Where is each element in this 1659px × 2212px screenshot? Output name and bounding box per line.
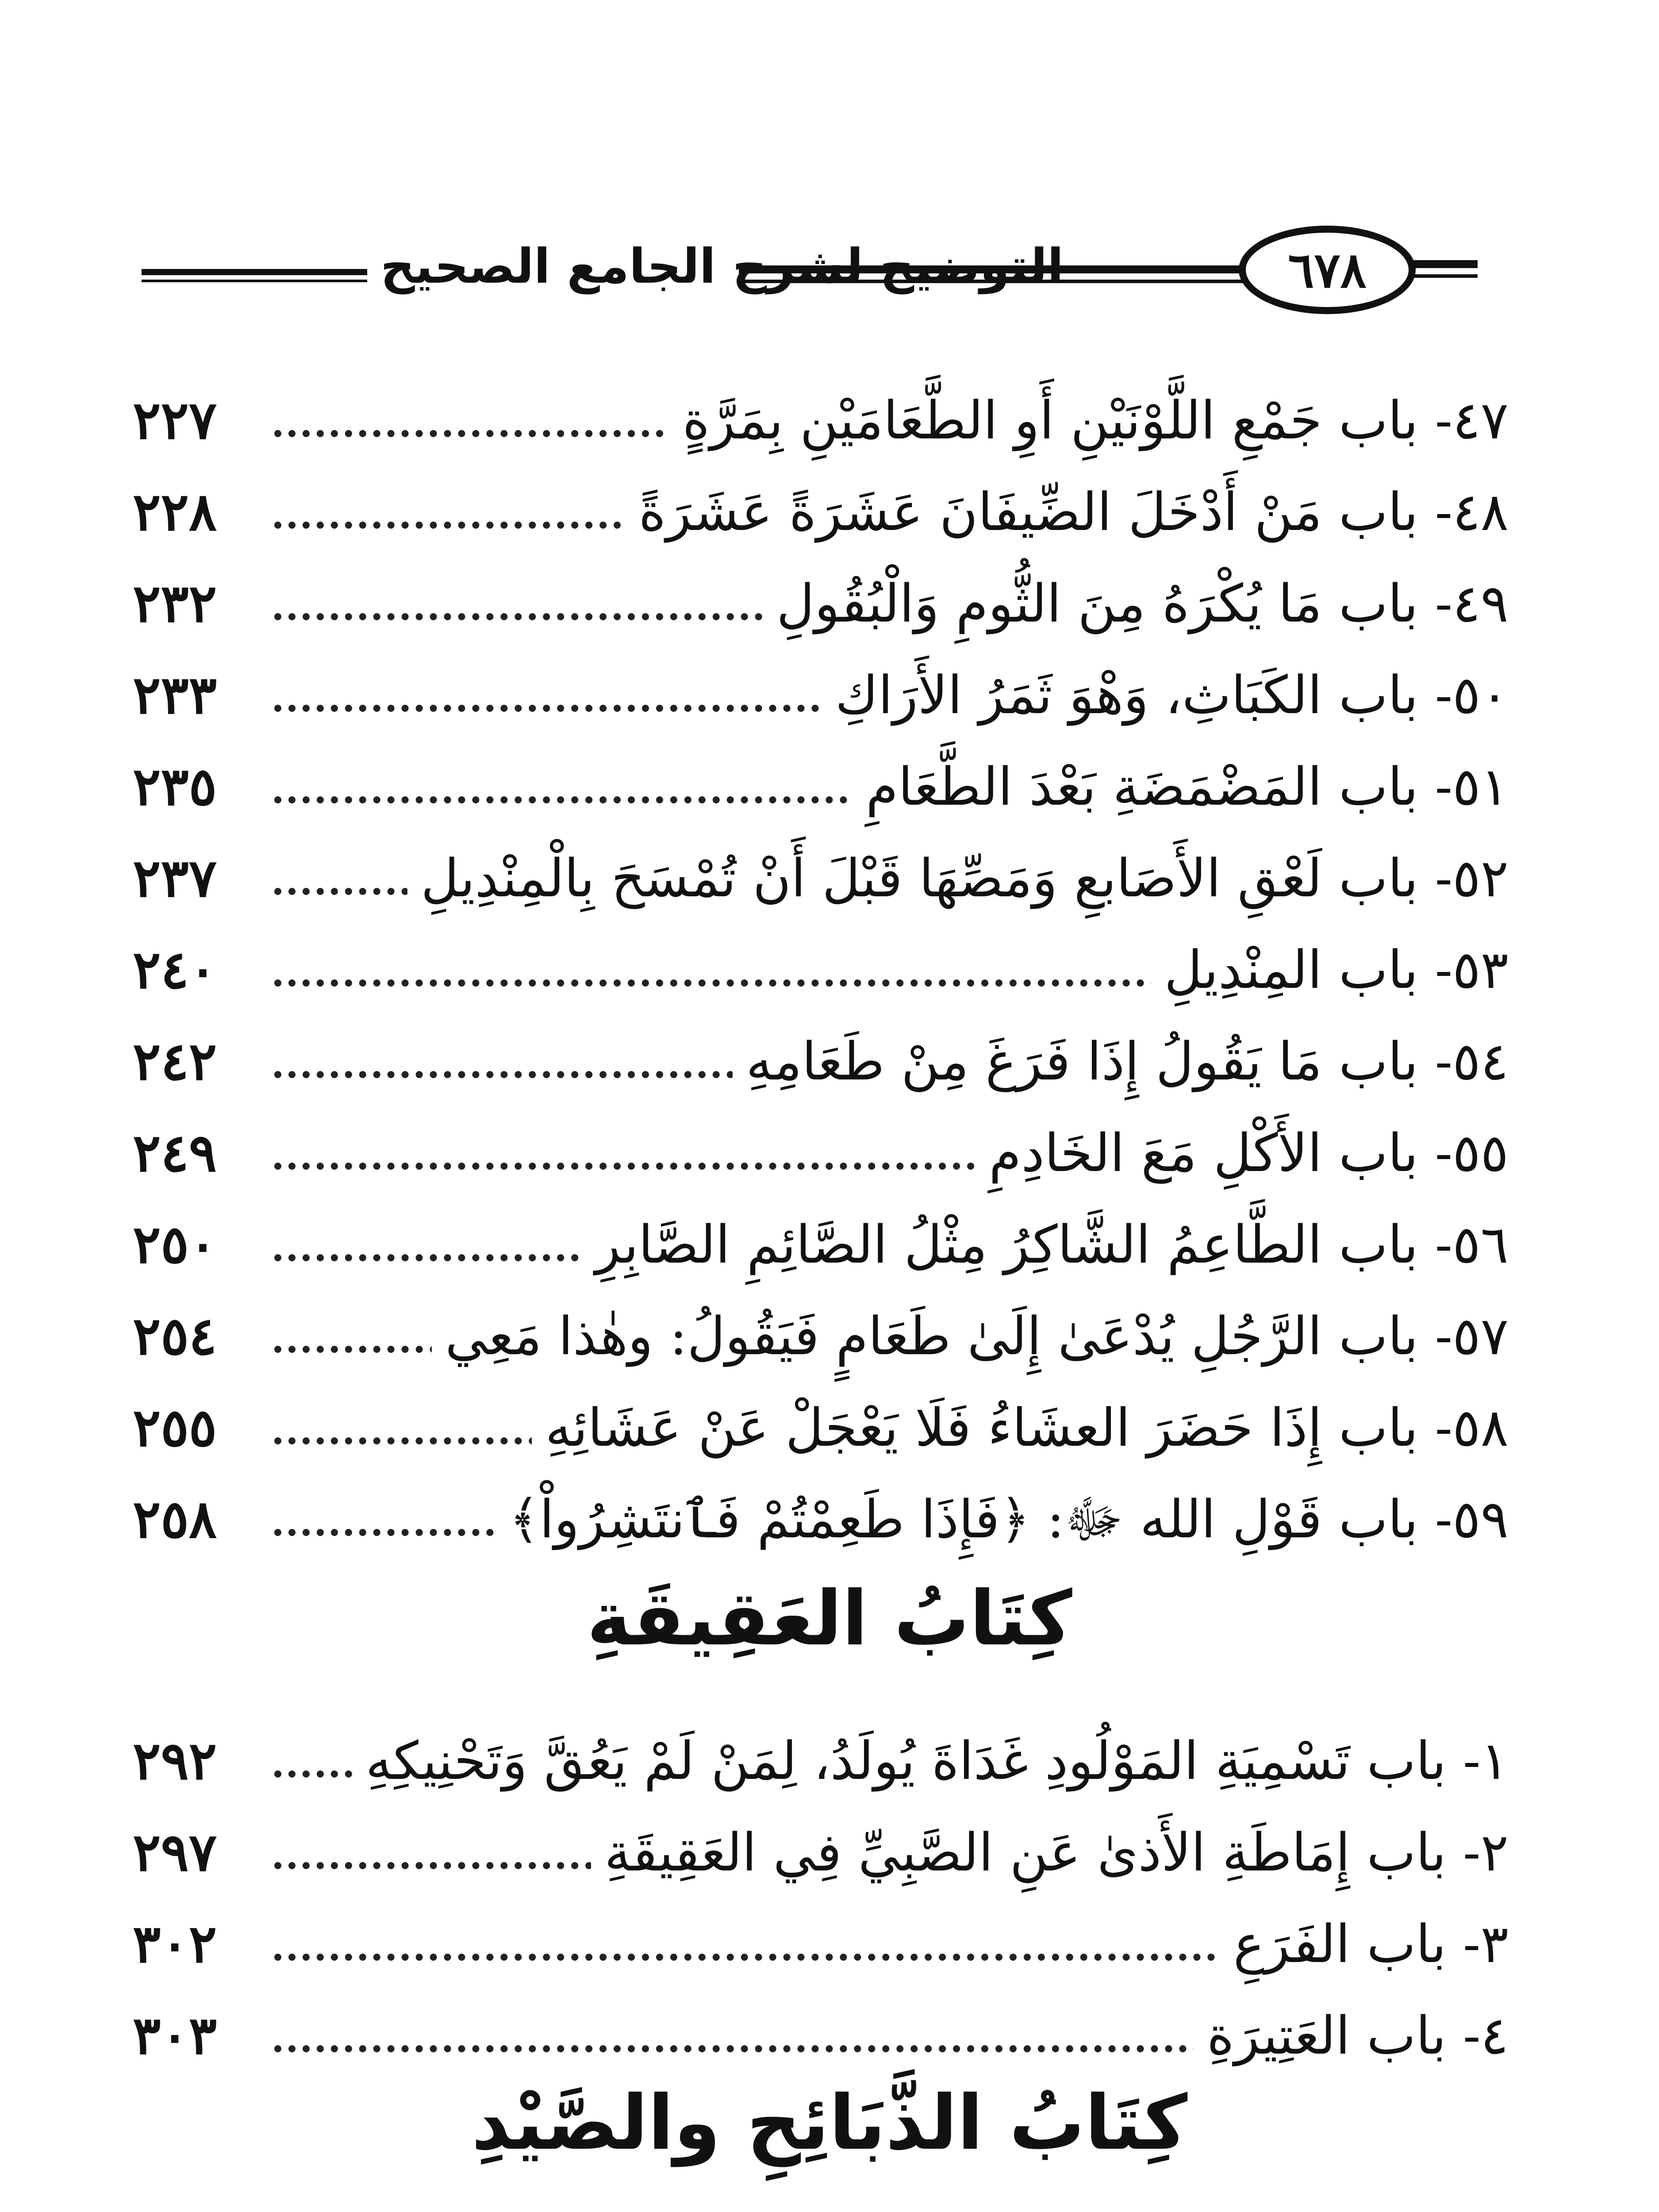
toc-entry-title: ٢- باب إِمَاطَةِ الأَذىٰ عَنِ الصَّبِيِّ فِي العَقِيقَةِ <box>591 1808 1509 1897</box>
toc-entry-title: ٥٧- باب الرَّجُلِ يُدْعَىٰ إِلَىٰ طَعَامٍ فَيَقُولُ: وهٰذا مَعِي <box>432 1292 1509 1380</box>
toc-entry <box>133 559 1509 648</box>
toc-entry-page: ٢٣٧ <box>133 847 217 909</box>
toc-entry-page: ٢٤٠ <box>133 939 217 1000</box>
toc-entry-title: ٥٨- باب إِذَا حَضَرَ العشَاءُ فَلَا يَعْجَلْ عَنْ عَشَائِهِ <box>532 1383 1509 1472</box>
toc-entry-title: ٥٦- باب الطَّاعِمُ الشَّاكِرُ مِثْلُ الصَّائِمِ الصَّابِرِ <box>582 1200 1509 1289</box>
toc-entry <box>133 1900 1509 1988</box>
toc-entry <box>133 834 1509 922</box>
toc-entry-title: ٤٧- باب جَمْعِ اللَّوْنَيْنِ أَوِ الطَّعَامَيْنِ بِمَرَّةٍ <box>669 376 1509 465</box>
toc-entry <box>133 376 1509 465</box>
toc-entry-page: ٢٤٩ <box>133 1122 217 1183</box>
toc-entry-title: ٥٥- باب الأَكْلِ مَعَ الخَادِمِ <box>975 1109 1509 1197</box>
toc-entry-page: ٢٣٢ <box>133 572 217 634</box>
toc-entry-page: ٣٠٢ <box>133 1913 217 1974</box>
toc-entry <box>133 1808 1509 1897</box>
toc-entry-title: ٤٨- باب مَنْ أَدْخَلَ الضِّيفَانَ عَشَرَةً عَشَرَةً <box>626 468 1509 556</box>
toc-entry <box>133 1383 1509 1472</box>
header-rule-left <box>142 269 367 282</box>
section-heading-aqiqah: كِتَابُ العَقِيقَةِ <box>587 1575 1072 1663</box>
page-header <box>133 221 1486 332</box>
toc-entry <box>133 1475 1509 1563</box>
toc-entry-page: ٢٩٢ <box>133 1730 217 1791</box>
toc-entry-page: ٢٥٤ <box>133 1305 217 1367</box>
toc-entry <box>133 468 1509 556</box>
toc-entry-page: ٢٥٨ <box>133 1488 217 1550</box>
toc-entry <box>133 926 1509 1014</box>
toc-entry <box>133 742 1509 831</box>
dot-leader <box>274 979 1243 987</box>
toc-entry-page: ٢٥٠ <box>133 1214 217 1275</box>
header-rule-tail <box>1407 260 1478 278</box>
toc-entry-title: ٥٣- باب المِنْدِيلِ <box>1151 926 1509 1014</box>
toc-entry-page: ٢٣٣ <box>133 664 217 726</box>
toc-entry-page: ٢٥٥ <box>133 1397 217 1458</box>
toc-entry-title: ١- باب تَسْمِيَةِ المَوْلُودِ غَدَاةَ يُولَدُ، لِمَنْ لَمْ يَعُقَّ وَتَحْنِيكِهِ <box>352 1717 1509 1805</box>
toc-entry-title: ٥١- باب المَضْمَضَةِ بَعْدَ الطَّعَامِ <box>853 742 1509 831</box>
page-number: ٦٧٨ <box>1288 241 1367 299</box>
toc-entry-page: ٢٩٧ <box>133 1821 217 1883</box>
toc-entry <box>133 1200 1509 1289</box>
toc-entry-title: ٣- باب الفَرَعِ <box>1220 1900 1509 1988</box>
toc-entry-title: ٤٩- باب مَا يُكْرَهُ مِنَ الثُّومِ وَالْبُقُولِ <box>763 559 1509 648</box>
toc-entry <box>133 1109 1509 1197</box>
book-title: التوضيح لشرح الجامع الصحيح <box>380 239 1064 294</box>
toc-entry <box>133 1292 1509 1380</box>
toc-entry <box>133 1017 1509 1106</box>
toc-entry-page: ٣٠٣ <box>133 2005 217 2066</box>
toc-entry-title: ٤- باب العَتِيرَةِ <box>1194 1991 1509 2080</box>
toc-entry-page: ٢٤٢ <box>133 1030 217 1092</box>
toc-entry-title: ٥٠- باب الكَبَاثِ، وَهْوَ ثَمَرُ الأَرَاكِ <box>822 651 1509 739</box>
toc-entry-page: ٢٢٧ <box>133 389 217 451</box>
dot-leader <box>274 1954 1243 1961</box>
toc-entry <box>133 1991 1509 2080</box>
toc-entry-title: ٥٢- باب لَعْقِ الأَصَابعِ وَمَصِّهَا قَبْلَ أَنْ تُمْسَحَ بِالْمِنْدِيلِ <box>407 834 1509 922</box>
toc-entry <box>133 651 1509 739</box>
dot-leader <box>274 2045 1243 2052</box>
toc-entry-page: ٢٣٥ <box>133 756 217 817</box>
toc-entry <box>133 1717 1509 1805</box>
toc-entry-title: ٥٤- باب مَا يَقُولُ إِذَا فَرَغَ مِنْ طَعَامِهِ <box>733 1017 1509 1106</box>
section-heading-slaughter: كِتَابُ الذَّبَائِحِ والصَّيْدِ <box>471 2079 1188 2167</box>
toc-entry-title: ٥٩- باب قَوْلِ الله ﷻ: ﴿فَإِذَا طَعِمْتُمْ فَٱنتَشِرُواْ﴾ <box>495 1475 1509 1563</box>
toc-entry-page: ٢٢٨ <box>133 481 217 542</box>
